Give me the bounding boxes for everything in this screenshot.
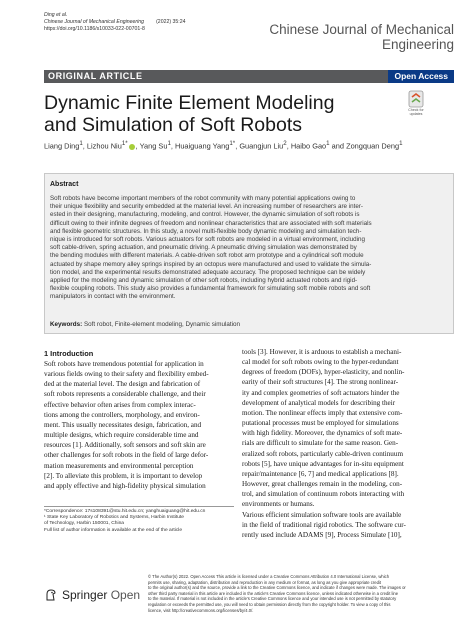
body-line: ment. This usually necessitates design, fabrication, and: [44, 420, 202, 429]
springer-open-wordmark: [62, 588, 140, 602]
journal-title: Chinese Journal of Mechanical Engineering: [269, 22, 454, 52]
body-line: resources [1]. Additionally, soft sensors and soft skin are: [44, 441, 206, 450]
header-year-volume: (2022) 35:24: [156, 19, 186, 25]
check-for-updates-line2: updates: [409, 112, 423, 116]
body-line: putational processes must be employed for simulations: [242, 419, 399, 428]
body-line: motion. The nonlinear effects imply that extensive com-: [242, 408, 403, 417]
check-for-updates-badge[interactable]: [402, 90, 430, 120]
license-line: to the material. If material is not included in the article's Creative Commons licence and your intended use is not permitted by statutory: [148, 596, 397, 602]
open-wordmark: Open: [110, 588, 141, 602]
body-line: mation measurements and environmental perception: [44, 461, 194, 470]
author-name[interactable]: Haibo Gao: [290, 141, 327, 151]
check-for-updates-icon: [408, 90, 424, 108]
running-header: [44, 12, 186, 33]
header-journal: Chinese Journal of Mechanical Engineering: [44, 19, 145, 25]
footnotes: [44, 506, 234, 534]
body-line: trol, and simulation of continuum robots interacting with: [242, 490, 405, 499]
abstract-line: soft cable-driven, spring actuation, and pneumatic driving. A pneumatic driving simulation was demonstrated by: [50, 244, 357, 252]
license-line: regulation or exceeds the permitted use, you will need to obtain permission directly from the copyright holder. To view a copy of this: [148, 601, 391, 607]
affiliation-note: ¹ State Key Laboratory of Robotics and Systems, Harbin Institute: [44, 515, 184, 521]
body-line: earity of their soft structures [4]. The strong nonlinear-: [242, 378, 399, 387]
orcid-icon[interactable]: [129, 144, 135, 150]
body-line: multiple designs, which require considerable time and: [44, 431, 199, 440]
author-affiliation-mark: 1: [326, 140, 330, 147]
title-line-2: and Simulation of Soft Robots: [44, 114, 302, 136]
body-column-left: [44, 349, 244, 491]
license-link[interactable]: licence, visit http://creativecommons.org/licenses/by/4.0/.: [148, 607, 254, 613]
author-affiliation-mark: 1*: [229, 140, 236, 147]
author-list: Liang Ding$^1$, Lizhou Niu$^{1*}$ , Yang Su$^1$, Huaiguang Yang$^{1*}$, Guangjun Liu$^2$, Haibo Gao$^1$ and Zongquan Deng$^1$: [44, 140, 403, 151]
check-for-updates-line1: Check for: [408, 108, 424, 112]
author-affiliation-mark: 1: [79, 140, 83, 147]
author-affiliation-mark: 1*: [121, 140, 128, 147]
body-line: tools [3]. However, it is arduous to establish a mechani-: [242, 348, 402, 356]
body-line: [2]. To alleviate this problem, it is important to develop: [44, 471, 203, 480]
body-line: effective behavior often arises from complex interac-: [44, 400, 196, 409]
section-heading-introduction: 1 Introduction: [44, 349, 94, 358]
article-title: [44, 92, 374, 136]
abstract-line: flexible coupling robots. This study also provides a fundamental framework for simulating soft mobile robots and soft: [50, 285, 371, 293]
body-line: degrees of freedom (DOFs), hyper-elasticity, and nonlin-: [242, 368, 405, 377]
body-line: tions among the controllers, morphology, and environ-: [44, 410, 200, 419]
body-line: rials are difficult to simulate for the same reason. Gen-: [242, 439, 399, 448]
abstract-line: manipulators in contact with the environment.: [50, 293, 176, 301]
license-text: [148, 574, 454, 613]
header-citation: [44, 19, 186, 26]
author-info-note: Full list of author information is available at the end of the article: [44, 527, 183, 533]
body-line: rently used include ADAMS [9], Process Simulate [10],: [242, 530, 402, 539]
body-line: Various efficient simulation software tools are available: [242, 510, 402, 519]
springer-wordmark: Springer: [62, 588, 108, 602]
author-name[interactable]: Lizhou Niu: [86, 141, 122, 151]
abstract-line: Soft robots have become important members of the robot community with many potential applications owing to: [50, 195, 356, 202]
author-name[interactable]: Guangjun Liu: [239, 141, 284, 151]
author-name[interactable]: Liang Ding: [44, 141, 80, 151]
body-line: Soft robots have tremendous potential for application in: [44, 360, 204, 368]
header-doi-link[interactable]: https://doi.org/10.1186/s10033-022-00701-8: [44, 26, 145, 32]
body-line: environments or humans.: [242, 500, 315, 509]
body-line: in the field of traditional rigid robotics. The software cur-: [242, 520, 406, 529]
license-line: © The Author(s) 2022. Open Access This article is licensed under a Creative Commons Attribution 4.0 International License, which: [148, 574, 390, 579]
body-line: other challenges for soft robots in the field of large defor-: [44, 451, 209, 460]
keywords-list: Soft robot, Finite-element modeling, Dynamic simulation: [83, 321, 241, 328]
body-line: ity and complex geometries of soft actuators hinder the: [242, 388, 400, 397]
intro-text-left: [44, 359, 244, 491]
body-line: eralized soft robots, particularly cable-driven continuum: [242, 449, 404, 458]
springer-open-logo[interactable]: [44, 588, 140, 602]
springer-horse-icon: [44, 588, 58, 602]
correspondence-note[interactable]: *Correspondence: 17s108391@stu.hit.edu.cn; yanghuaiguang@hit.edu.cn: [44, 509, 206, 514]
title-line-1: Dynamic Finite Element Modeling: [44, 92, 335, 114]
affiliation-note-cont: of Technology, Harbin 150001, China: [44, 521, 125, 527]
body-line: soft robots represents a considerable challenge, and their: [44, 390, 206, 399]
author-affiliation-mark: 1: [167, 140, 171, 147]
author-affiliation-mark: 1: [399, 140, 403, 147]
abstract-line: and flexible geometric structures. In this study, a novel multi-flexible body dynamic modeling and simulation tech-: [50, 227, 362, 235]
article-type-label: ORIGINAL ARTICLE: [48, 71, 143, 81]
body-line: cal model for soft robots owing to the hyper-redundant: [242, 358, 399, 367]
body-line: development of analytical models for describing their: [242, 398, 396, 407]
author-name[interactable]: Yang Su: [139, 141, 168, 151]
body-line: repair/maintenance [6, 7] and medical applications [8].: [242, 469, 399, 478]
abstract-line: tion model, and the experimental results demonstrated adequate accuracy. The proposed technique can be widely: [50, 268, 366, 276]
body-line: with high fidelity. Moreover, the dynamics of soft mate-: [242, 429, 403, 438]
body-line: ded at the material level. The design and fabrication of: [44, 380, 201, 389]
license-line: to the original author(s) and the source, provide a link to the Creative Commons licence, and indicate if changes were made. The images or: [148, 585, 406, 591]
abstract-box: [44, 173, 454, 334]
author-name[interactable]: Huaiguang Yang: [174, 141, 230, 151]
license-line: permits use, sharing, adaptation, distribution and reproduction in any medium or format, as long as you give appropriate credit: [148, 579, 381, 585]
body-line: However, great challenges remain in the modeling, con-: [242, 480, 403, 489]
abstract-line: their unique flexibility and security embedded at the material level. An increasing number of researchers are inter-: [50, 203, 364, 211]
body-line: various fields owing to their safety and flexibility embed-: [44, 370, 209, 379]
keywords: [50, 321, 240, 328]
open-access-badge[interactable]: Open Access: [388, 70, 454, 83]
author-name[interactable]: Zongquan Deng: [346, 141, 400, 151]
intro-text-right: [242, 347, 454, 540]
body-column-right: [242, 347, 454, 540]
abstract-line: difficult owing to their infinite degrees of freedom and nonlinear characteristics that are associated with soft materials: [50, 219, 372, 227]
abstract-body: [50, 195, 450, 302]
abstract-line: applied for the modeling and dynamic simulation of other soft robots, including hybrid actuated robots and rigid-: [50, 277, 358, 285]
body-line: and apply effective and high-fidelity physical simulation: [44, 481, 206, 490]
license-line: other third party material in this article are included in the article's Creative Commons licence, unless indicated otherwise in a credit line: [148, 590, 399, 596]
body-line: robots [5], have unique advantages for in-situ equipment: [242, 459, 404, 468]
abstract-line: ested in their designing, manufacturing, modeling, and control. However, the dynamic simulation of soft robots is: [50, 211, 360, 219]
abstract-line: nique is introduced for soft robots. Various actuators for soft robots are modeled in a virtual environment, including: [50, 236, 365, 244]
header-authors: Ding et al.: [44, 12, 68, 18]
abstract-line: actuated by shape memory alley springs inspired by an octopus were manufactured and used to validate the simula-: [50, 260, 372, 268]
article-type-band: [44, 70, 454, 83]
abstract-heading: Abstract: [50, 181, 79, 188]
author-affiliation-mark: 2: [283, 140, 287, 147]
keywords-label: Keywords:: [50, 321, 83, 328]
abstract-line: the bending modules with different materials. A cable-driven soft robot arm prototype and a cylindrical soft module: [50, 252, 364, 260]
